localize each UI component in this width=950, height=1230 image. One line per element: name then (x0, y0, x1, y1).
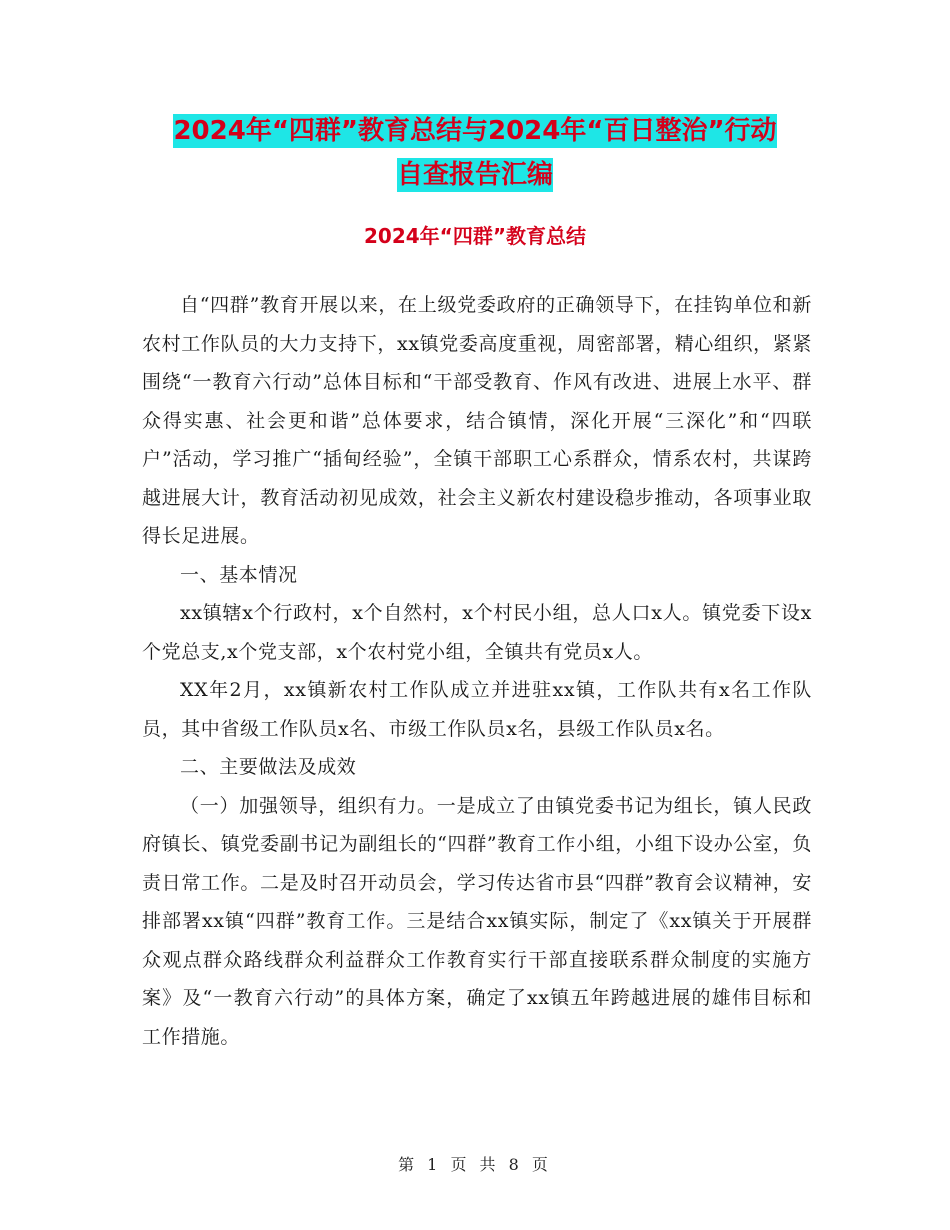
page-footer: 第 1 页 共 8 页 (398, 1155, 552, 1174)
paragraph-intro: 自“四群”教育开展以来，在上级党委政府的正确领导下，在挂钩单位和新农村工作队员的大力支持下，xx镇党委高度重视，周密部署，精心组织，紧紧围绕“一教育六行动”总体目标和“干部受教育、作风有改进、进展上水平、群众得实惠、社会更和谐”总体要求，结合镇情，深化开展“三深化”和“四联户”活动，学习推广“插甸经验”，全镇干部职工心系群众，情系农村，共谋跨越进展大计，教育活动初见成效，社会主义新农村建设稳步推动，各项事业取得长足进展。 (142, 294, 812, 547)
document-title-line-1 (0, 112, 950, 150)
paragraph-leadership: （一）加强领导，组织有力。一是成立了由镇党委书记为组长，镇人民政府镇长、镇党委副书记为副组长的“四群”教育工作小组，小组下设办公室，负责日常工作。二是及时召开动员会，学习传达省市县“四群”教育会议精神，安排部署xx镇“四群”教育工作。三是结合xx镇实际，制定了《xx镇关于开展群众观点群众路线群众利益群众工作教育实行干部直接联系群众制度的实施方案》及“一教育六行动”的具体方案，确定了xx镇五年跨越进展的雄伟目标和工作措施。 (142, 794, 812, 1048)
heading-basic-situation: 一、基本情况 (180, 563, 298, 586)
heading-main-methods: 二、主要做法及成效 (180, 756, 357, 778)
paragraph-basic-1: xx镇辖x个行政村，x个自然村，x个村民小组，总人口x人。镇党委下设x个党总支,x个党支部，x个农村党小组，全镇共有党员x人。 (142, 602, 812, 663)
document-body (142, 286, 812, 1056)
document-title-text-2: 自查报告汇编 (396, 160, 553, 190)
paragraph-basic-2: XX年2月，xx镇新农村工作队成立并进驻xx镇，工作队共有x名工作队员，其中省级工作队员x名、市级工作队员x名，县级工作队员x名。 (142, 679, 812, 740)
document-title-line-2 (0, 156, 950, 194)
section-title: 2024年“四群”教育总结 (364, 224, 586, 248)
document-title-text-1: 2024年“四群”教育总结与2024年“百日整治”行动 (173, 116, 777, 146)
